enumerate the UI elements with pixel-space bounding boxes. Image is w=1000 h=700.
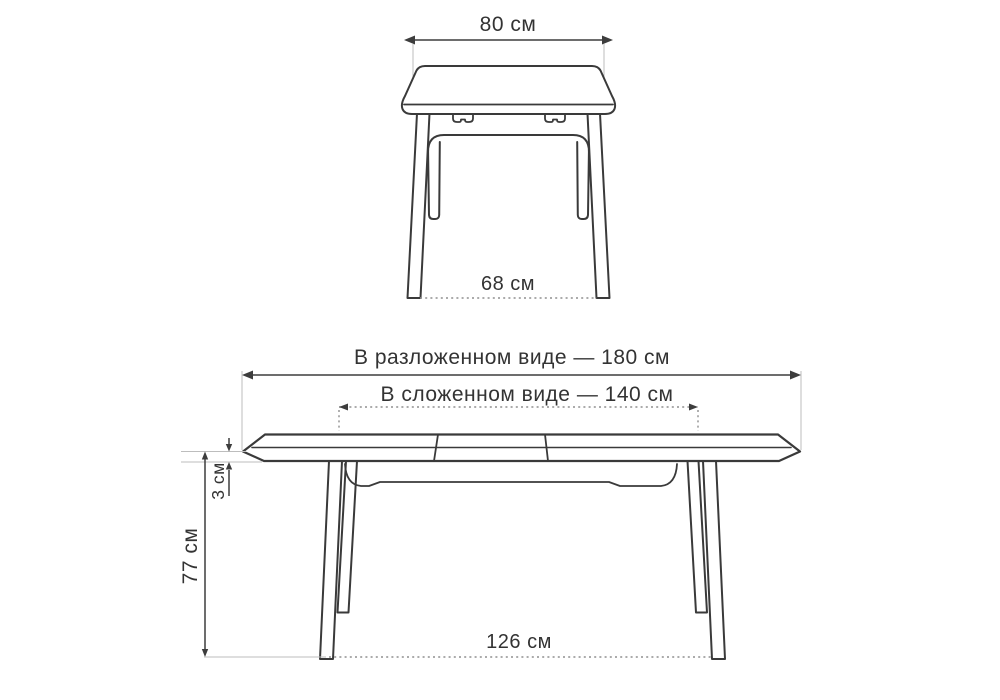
arrowhead-left-icon	[339, 404, 348, 411]
back-left-leg	[428, 142, 440, 219]
leg-span-dimension-label: 68 см	[480, 273, 536, 295]
arrowhead-down-icon	[202, 649, 208, 657]
arrowhead-left-icon	[242, 371, 253, 380]
tabletop-end-outline	[402, 66, 615, 114]
slide-bracket-right	[545, 114, 565, 122]
front-right-leg	[703, 461, 725, 659]
arrowhead-right-icon	[790, 371, 801, 380]
leg-span-dimension-label: 126 см	[486, 631, 552, 653]
front-left-leg	[320, 461, 342, 659]
thickness-dimension-label: 3 см	[208, 462, 228, 500]
front-left-leg	[408, 114, 430, 299]
extended-length-label: В разложенном виде — 180 см	[354, 346, 670, 369]
arrowhead-right-icon	[689, 404, 698, 411]
back-right-leg	[577, 142, 589, 219]
folded-length-label: В сложенном виде — 140 см	[380, 383, 674, 406]
arrowhead-up-icon	[202, 452, 208, 460]
slide-bracket-left	[453, 114, 473, 122]
end-view-drawing	[402, 13, 615, 298]
height-dimension-label: 77 см	[179, 527, 202, 585]
apron-rail	[428, 135, 589, 152]
arrowhead-right-icon	[602, 36, 613, 45]
apron-rail	[345, 464, 677, 486]
front-right-leg	[588, 114, 610, 299]
arrowhead-down-icon	[226, 444, 232, 452]
width-dimension-label: 80 см	[479, 13, 537, 36]
side-view-drawing	[179, 346, 801, 659]
arrowhead-left-icon	[404, 36, 415, 45]
